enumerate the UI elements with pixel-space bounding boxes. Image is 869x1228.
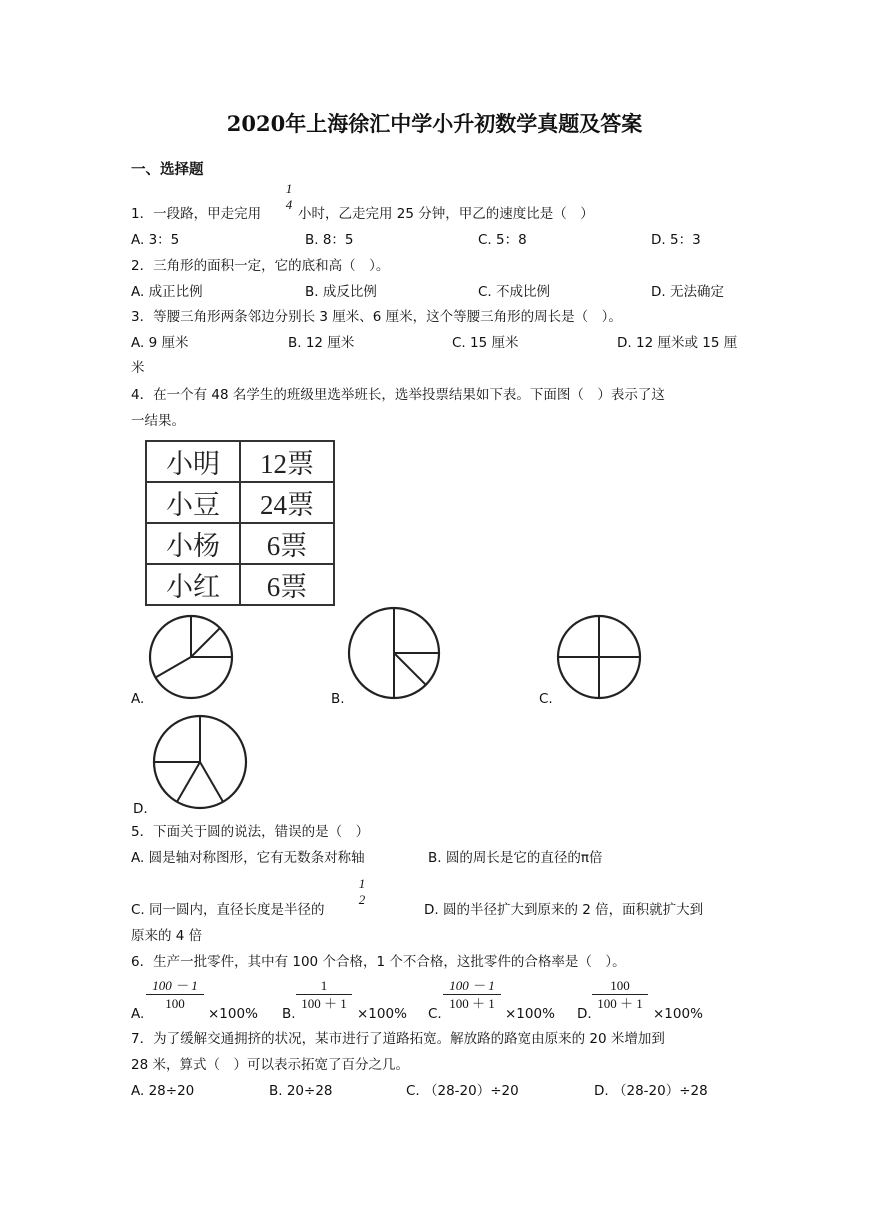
q5-fraction-den: 2	[358, 892, 366, 907]
q6-c-den: 100 ＋ 1	[449, 996, 495, 1011]
q6-a-num: 100 － 1	[152, 978, 198, 993]
q5-option-c-fraction	[356, 876, 368, 907]
q6-option-b-suffix: ×100%	[357, 1006, 407, 1022]
q6-option-a-suffix: ×100%	[208, 1006, 258, 1022]
q2-stem: 2．三角形的面积一定，它的底和高（ ）。	[131, 258, 390, 274]
pie-option-c-label: C.	[539, 691, 553, 707]
q1-stem-pre: 1．一段路，甲走完用	[131, 206, 262, 222]
candidate-name: 小明	[146, 441, 240, 482]
q5-fraction-num: 1	[358, 876, 366, 891]
q7-option-d: D. （28-20）÷28	[594, 1083, 708, 1099]
table-row	[146, 482, 334, 523]
q5-option-b: B. 圆的周长是它的直径的π倍	[428, 850, 603, 866]
q2-option-b: B. 成反比例	[305, 284, 377, 300]
pie-option-a	[148, 614, 234, 700]
q5-option-c: C. 同一圆内，直径长度是半径的	[131, 902, 325, 918]
q6-option-a-fraction	[146, 978, 204, 1011]
q5-option-d: D. 圆的半径扩大到原来的 2 倍，面积就扩大到	[424, 902, 704, 918]
q6-a-den: 100	[165, 996, 185, 1011]
vote-table	[145, 440, 335, 606]
section-heading: 一、选择题	[131, 162, 204, 178]
q6-option-b-label: B.	[282, 1006, 296, 1022]
table-row	[146, 441, 334, 482]
page-title: 2020年上海徐汇中学小升初数学真题及答案	[226, 111, 643, 136]
pie-option-a-label: A.	[131, 691, 145, 707]
q3-option-d-wrap: 米	[131, 360, 145, 376]
q5-option-a: A. 圆是轴对称图形，它有无数条对称轴	[131, 850, 365, 866]
candidate-votes: 6票	[240, 523, 334, 564]
q3-stem: 3．等腰三角形两条邻边分别长 3 厘米、6 厘米，这个等腰三角形的周长是（ ）。	[131, 309, 622, 325]
q7-option-b: B. 20÷28	[269, 1083, 333, 1099]
q6-option-d-label: D.	[577, 1006, 592, 1022]
q6-d-num: 100	[610, 978, 630, 993]
q7-stem-line2: 28 米，算式（ ）可以表示拓宽了百分之几。	[131, 1057, 409, 1073]
q6-stem: 6．生产一批零件，其中有 100 个合格，1 个不合格，这批零件的合格率是（ ）。	[131, 954, 626, 970]
q1-option-a: A. 3：5	[131, 232, 180, 248]
q6-option-d-fraction	[592, 978, 648, 1011]
q2-option-d: D. 无法确定	[651, 284, 724, 300]
q7-option-c: C. （28-20）÷20	[406, 1083, 519, 1099]
q5-stem: 5．下面关于圆的说法，错误的是（ ）	[131, 824, 370, 840]
q3-option-c: C. 15 厘米	[452, 335, 519, 351]
q6-b-num: 1	[320, 978, 328, 993]
pie-option-d	[152, 714, 248, 810]
candidate-votes: 12票	[240, 441, 334, 482]
q6-d-den: 100 ＋ 1	[597, 996, 643, 1011]
candidate-name: 小豆	[146, 482, 240, 523]
q4-stem-line2: 一结果。	[131, 413, 185, 429]
candidate-votes: 6票	[240, 564, 334, 605]
q3-option-b: B. 12 厘米	[288, 335, 355, 351]
q7-stem-line1: 7．为了缓解交通拥挤的状况，某市进行了道路拓宽。解放路的路宽由原来的 20 米增加到	[131, 1031, 665, 1047]
q1-option-b: B. 8：5	[305, 232, 354, 248]
q1-option-d: D. 5：3	[651, 232, 701, 248]
q2-option-a: A. 成正比例	[131, 284, 203, 300]
q3-option-d: D. 12 厘米或 15 厘	[617, 335, 738, 351]
table-row	[146, 564, 334, 605]
pie-option-b-label: B.	[331, 691, 345, 707]
q1-fraction	[283, 181, 295, 212]
q7-option-a: A. 28÷20	[131, 1083, 195, 1099]
q6-option-c-fraction	[443, 978, 501, 1011]
q6-option-d-suffix: ×100%	[653, 1006, 703, 1022]
candidate-name: 小红	[146, 564, 240, 605]
q6-b-den: 100 ＋ 1	[301, 996, 347, 1011]
q6-option-b-fraction	[296, 978, 352, 1011]
q6-c-num: 100 － 1	[449, 978, 495, 993]
q6-option-c-suffix: ×100%	[505, 1006, 555, 1022]
table-row	[146, 523, 334, 564]
q1-fraction-den: 4	[285, 197, 293, 212]
pie-option-b	[347, 606, 441, 700]
pie-option-d-label: D.	[133, 801, 148, 817]
pie-option-c	[556, 614, 642, 700]
q6-option-a-label: A.	[131, 1006, 145, 1022]
q3-option-a: A. 9 厘米	[131, 335, 189, 351]
q1-stem-post: 小时，乙走完用 25 分钟，甲乙的速度比是（ ）	[298, 206, 594, 222]
q6-option-c-label: C.	[428, 1006, 442, 1022]
q1-fraction-num: 1	[285, 181, 293, 196]
q5-option-d-wrap: 原来的 4 倍	[131, 928, 203, 944]
q1-option-c: C. 5：8	[478, 232, 527, 248]
candidate-name: 小杨	[146, 523, 240, 564]
candidate-votes: 24票	[240, 482, 334, 523]
q4-stem-line1: 4．在一个有 48 名学生的班级里选举班长，选举投票结果如下表。下面图（ ）表示了这	[131, 387, 665, 403]
q2-option-c: C. 不成比例	[478, 284, 551, 300]
